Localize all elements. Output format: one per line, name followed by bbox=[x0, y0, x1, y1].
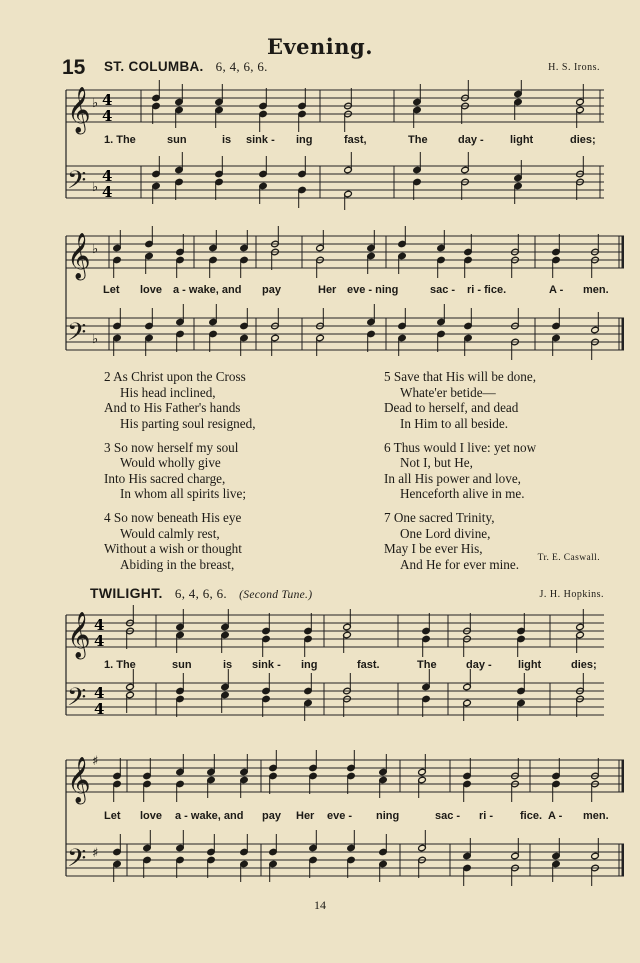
lyric-syllable: love bbox=[140, 284, 163, 296]
lyric-syllable: love bbox=[140, 810, 163, 822]
flat-key-signature-icon: ♭ bbox=[92, 180, 99, 195]
lyric-syllable: ri - bbox=[479, 810, 494, 822]
tune-1-system-1 bbox=[0, 80, 640, 210]
lyric-syllable: Let bbox=[104, 810, 121, 822]
stanza bbox=[384, 440, 536, 502]
stanza bbox=[384, 369, 536, 431]
verse-line: Whate'er betide— bbox=[400, 384, 496, 400]
verse-line: His head inclined, bbox=[120, 384, 216, 400]
lyric-syllable: dies; bbox=[570, 134, 596, 146]
lyric-syllable: pay bbox=[262, 810, 281, 822]
tune-2-system-2 bbox=[0, 748, 640, 888]
flat-key-signature-icon: ♭ bbox=[92, 96, 99, 111]
lyric-syllable: fice. bbox=[520, 810, 543, 822]
lyric-syllable: Her bbox=[318, 284, 337, 296]
stanza bbox=[104, 440, 256, 502]
tune-1-header bbox=[104, 59, 268, 75]
lyric-syllable: The bbox=[408, 134, 428, 146]
lyric-syllable: 1. The bbox=[104, 134, 136, 146]
lyric-syllable: sun bbox=[167, 134, 187, 146]
verse-line: Would wholly give bbox=[120, 455, 221, 470]
verse-line: In whom all spirits live; bbox=[120, 486, 247, 501]
verse-line: 5 Save that His will be done, bbox=[384, 369, 536, 384]
lyric-syllable: day - bbox=[458, 134, 484, 146]
verse-line: His parting soul resigned, bbox=[120, 415, 256, 431]
lyric-syllable: pay bbox=[262, 284, 281, 296]
lyric-syllable: fast, bbox=[344, 134, 367, 146]
lyric-syllable: 1. The bbox=[104, 659, 136, 671]
treble-clef-icon: 𝄞 bbox=[67, 612, 91, 658]
time-signature-bottom: 4 bbox=[94, 632, 105, 650]
verse-line: 7 One sacred Trinity, bbox=[384, 510, 495, 525]
lyric-syllable: sun bbox=[172, 659, 192, 671]
lyric-syllable: light bbox=[518, 659, 542, 671]
time-signature-top: 4 bbox=[94, 616, 105, 634]
tune-2-name: TWILIGHT. bbox=[90, 585, 163, 601]
verse-line: And to His Father's hands bbox=[104, 400, 241, 415]
verse-line: Dead to herself, and dead bbox=[384, 400, 519, 415]
tune-2-system-1 bbox=[0, 605, 640, 745]
tune-1-name: ST. COLUMBA. bbox=[104, 59, 204, 74]
verse-line: And He for ever mine. bbox=[400, 556, 520, 572]
lyric-syllable: a - wake, and bbox=[175, 810, 244, 822]
hymn-number: 15 bbox=[62, 56, 86, 79]
verse-line: 3 So now herself my soul bbox=[104, 439, 239, 455]
tune-2-composer: J. H. Hopkins. bbox=[539, 589, 604, 600]
treble-clef-icon: 𝄞 bbox=[67, 757, 91, 803]
lyric-syllable: men. bbox=[583, 284, 609, 296]
treble-clef-icon: 𝄞 bbox=[67, 233, 91, 279]
verses-left-column bbox=[104, 369, 256, 581]
lyric-syllable: sink - bbox=[246, 134, 275, 146]
lyric-syllable: The bbox=[417, 659, 437, 671]
lyric-syllable: fast. bbox=[357, 659, 380, 671]
lyric-syllable: light bbox=[510, 134, 534, 146]
stanza bbox=[104, 510, 256, 572]
bass-clef-icon: 𝄢 bbox=[67, 683, 87, 718]
verse-line: Abiding in the breast, bbox=[120, 556, 235, 572]
time-signature-top: 4 bbox=[102, 167, 113, 185]
verses-right-column bbox=[384, 369, 536, 581]
lyric-syllable: men. bbox=[583, 810, 609, 822]
sharp-key-signature-icon: ♯ bbox=[92, 754, 99, 769]
treble-clef-icon: 𝄞 bbox=[67, 87, 91, 133]
tune-1-composer: H. S. Irons. bbox=[548, 62, 600, 73]
lyric-syllable: ing bbox=[301, 659, 318, 671]
lyric-syllable: ing bbox=[296, 134, 313, 146]
time-signature-top: 4 bbox=[94, 684, 105, 702]
time-signature-bottom: 4 bbox=[102, 107, 113, 125]
verse-line: In Him to all beside. bbox=[400, 415, 509, 431]
lyric-syllable: day - bbox=[466, 659, 492, 671]
verse-line: Would calmly rest, bbox=[120, 525, 220, 541]
verse-line: Into His sacred charge, bbox=[104, 470, 226, 486]
lyric-syllable: A - bbox=[548, 810, 563, 822]
verse-line: 6 Thus would I live: yet now bbox=[384, 439, 537, 455]
flat-key-signature-icon: ♭ bbox=[92, 332, 99, 347]
tune-2-meter: 6, 4, 6, 6. bbox=[174, 586, 227, 601]
bass-clef-icon: 𝄢 bbox=[67, 166, 87, 201]
lyric-syllable: is bbox=[223, 659, 233, 671]
lyric-syllable: dies; bbox=[571, 659, 597, 671]
lyric-syllable: A - bbox=[549, 284, 564, 296]
verse-line: Not I, but He, bbox=[400, 455, 473, 470]
lyric-syllable: eve - ning bbox=[347, 284, 399, 296]
lyric-syllable: eve - bbox=[327, 810, 353, 822]
final-barline-thick bbox=[622, 844, 625, 876]
lyric-syllable: sink - bbox=[252, 659, 281, 671]
stanza bbox=[384, 510, 536, 572]
verse-line: 2 As Christ upon the Cross bbox=[104, 369, 246, 384]
tune-2-note: (Second Tune.) bbox=[239, 589, 313, 601]
verse-line: In all His power and love, bbox=[384, 470, 521, 486]
tune-1-meter: 6, 4, 6, 6. bbox=[215, 59, 268, 74]
final-barline-thick bbox=[622, 318, 625, 350]
time-signature-top: 4 bbox=[102, 91, 113, 109]
verse-line: Without a wish or thought bbox=[104, 541, 242, 556]
time-signature-bottom: 4 bbox=[102, 183, 113, 201]
lyric-syllable: is bbox=[222, 134, 232, 146]
lyric-syllable: ning bbox=[376, 810, 400, 822]
lyric-syllable: Let bbox=[103, 284, 120, 296]
sharp-key-signature-icon: ♯ bbox=[92, 846, 99, 861]
tune-2-header bbox=[90, 585, 312, 602]
time-signature-bottom: 4 bbox=[94, 700, 105, 718]
verse-line: Henceforth alive in me. bbox=[400, 486, 525, 501]
lyric-syllable: Her bbox=[296, 810, 315, 822]
lyric-syllable: sac - bbox=[435, 810, 461, 822]
flat-key-signature-icon: ♭ bbox=[92, 242, 99, 257]
stanza bbox=[104, 369, 256, 431]
bass-clef-icon: 𝄢 bbox=[67, 318, 87, 353]
lyric-syllable: ri - fice. bbox=[467, 284, 507, 296]
bass-clef-icon: 𝄢 bbox=[67, 844, 87, 879]
translator-credit: Tr. E. Caswall. bbox=[537, 553, 600, 563]
verse-line: 4 So now beneath His eye bbox=[104, 510, 242, 525]
final-barline-thick bbox=[622, 236, 625, 268]
page-number: 14 bbox=[314, 898, 326, 912]
final-barline-thick bbox=[622, 760, 625, 792]
lyric-syllable: sac - bbox=[430, 284, 456, 296]
section-title: Evening. bbox=[266, 34, 374, 59]
lyric-syllable: a - wake, and bbox=[173, 284, 242, 296]
verse-line: One Lord divine, bbox=[400, 525, 491, 541]
verse-line: May I be ever His, bbox=[384, 541, 483, 556]
